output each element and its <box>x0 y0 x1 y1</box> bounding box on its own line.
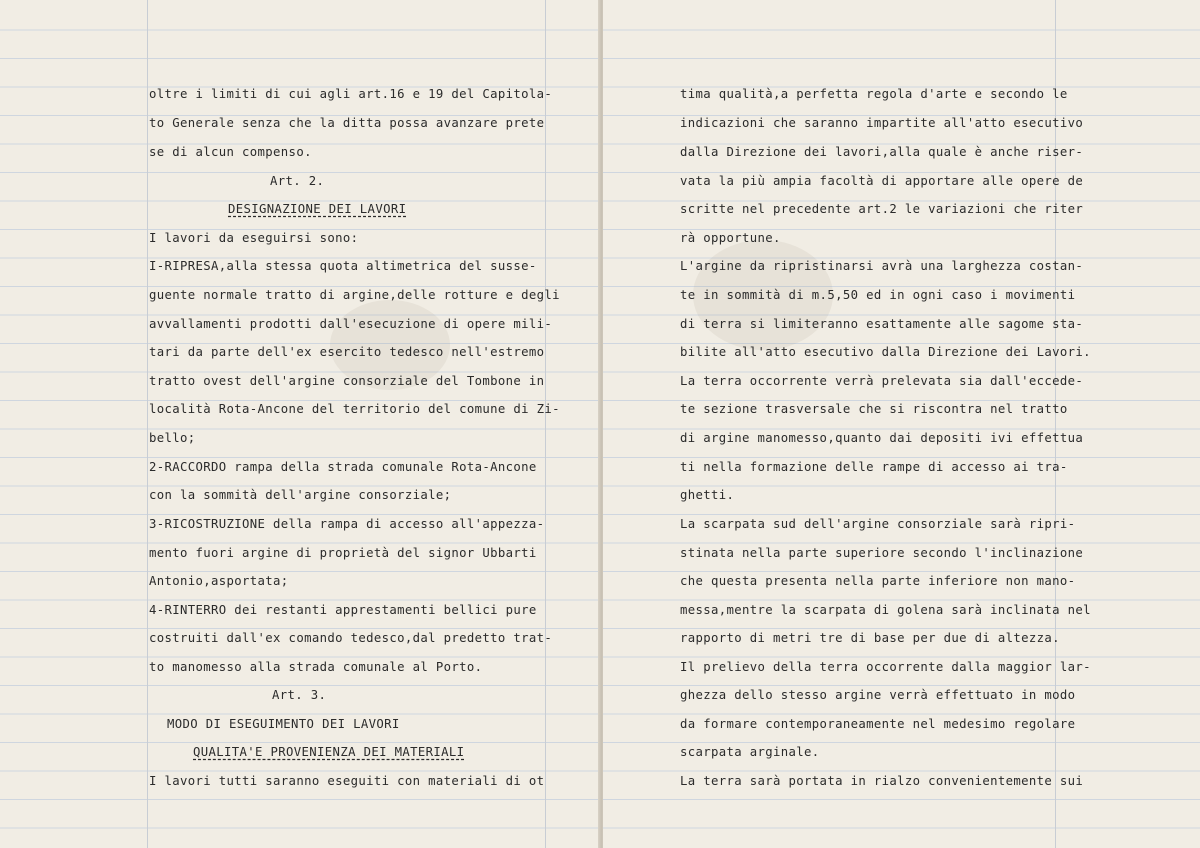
text-line: indicazioni che saranno impartite all'atto esecutivo <box>680 116 1084 130</box>
text-line: con la sommità dell'argine consorziale; <box>149 488 452 502</box>
text-line: tratto ovest dell'argine consorziale del Tombone in <box>149 374 545 388</box>
section-heading: QUALITA'E PROVENIENZA DEI MATERIALI <box>193 745 465 759</box>
text-line: ghezza dello stesso argine verrà effettuato in modo <box>680 688 1076 702</box>
text-line: to manomesso alla strada comunale al Porto. <box>149 660 483 674</box>
text-line: mento fuori argine di proprietà del signor Ubbarti <box>149 546 537 560</box>
text-line: La terra sarà portata in rialzo convenientemente sui <box>680 774 1084 788</box>
text-line: La terra occorrente verrà prelevata sia dall'eccede- <box>680 374 1084 388</box>
text-line: stinata nella parte superiore secondo l'inclinazione <box>680 546 1084 560</box>
text-line: costruiti dall'ex comando tedesco,dal predetto trat- <box>149 631 553 645</box>
text-line: messa,mentre la scarpata di golena sarà inclinata nel <box>680 603 1091 617</box>
text-line: rà opportune. <box>680 231 781 245</box>
text-line: località Rota-Ancone del territorio del comune di Zi- <box>149 402 560 416</box>
text-line: te in sommità di m.5,50 ed in ogni caso i movimenti <box>680 288 1076 302</box>
text-line: 2-RACCORDO rampa della strada comunale Rota-Ancone <box>149 460 537 474</box>
text-line: dalla Direzione dei lavori,alla quale è anche riser- <box>680 145 1084 159</box>
text-line: te sezione trasversale che si riscontra nel tratto <box>680 402 1068 416</box>
section-heading: MODO DI ESEGUIMENTO DEI LAVORI <box>167 717 400 731</box>
text-line: di terra si limiteranno esattamente alle sagome sta- <box>680 317 1084 331</box>
text-line: ghetti. <box>680 488 735 502</box>
text-line: vata la più ampia facoltà di apportare alle opere de <box>680 174 1084 188</box>
text-line: 3-RICOSTRUZIONE della rampa di accesso all'appezza- <box>149 517 545 531</box>
margin-rule-right <box>545 0 546 848</box>
text-line: tima qualità,a perfetta regola d'arte e secondo le <box>680 87 1068 101</box>
text-line: bilite all'atto esecutivo dalla Direzione dei Lavori. <box>680 345 1091 359</box>
text-line: rapporto di metri tre di base per due di altezza. <box>680 631 1060 645</box>
text-line: scarpata arginale. <box>680 745 820 759</box>
text-line: se di alcun compenso. <box>149 145 312 159</box>
text-line: La scarpata sud dell'argine consorziale sarà ripri- <box>680 517 1076 531</box>
text-line: di argine manomesso,quanto dai depositi ivi effettua <box>680 431 1084 445</box>
right-page <box>603 0 1200 848</box>
text-line: guente normale tratto di argine,delle rotture e degli <box>149 288 560 302</box>
text-line: tari da parte dell'ex esercito tedesco nell'estremo <box>149 345 545 359</box>
section-heading: DESIGNAZIONE DEI LAVORI <box>228 202 407 216</box>
margin-rule <box>147 0 148 848</box>
text-line: L'argine da ripristinarsi avrà una larghezza costan- <box>680 259 1084 273</box>
text-line: I lavori da eseguirsi sono: <box>149 231 359 245</box>
article-heading: Art. 2. <box>270 174 325 188</box>
text-line: Il prelievo della terra occorrente dalla maggior lar- <box>680 660 1091 674</box>
text-line: Antonio,asportata; <box>149 574 289 588</box>
text-line: I-RIPRESA,alla stessa quota altimetrica del susse- <box>149 259 537 273</box>
text-line: da formare contemporaneamente nel medesimo regolare <box>680 717 1076 731</box>
text-line: to Generale senza che la ditta possa avanzare prete <box>149 116 545 130</box>
text-line: scritte nel precedente art.2 le variazioni che riter <box>680 202 1084 216</box>
text-line: bello; <box>149 431 196 445</box>
text-line: 4-RINTERRO dei restanti apprestamenti bellici pure <box>149 603 537 617</box>
text-line: ti nella formazione delle rampe di accesso ai tra- <box>680 460 1068 474</box>
text-line: avvallamenti prodotti dall'esecuzione di opere mili- <box>149 317 553 331</box>
article-heading: Art. 3. <box>272 688 327 702</box>
text-line: oltre i limiti di cui agli art.16 e 19 del Capitola- <box>149 87 553 101</box>
text-line: I lavori tutti saranno eseguiti con materiali di ot <box>149 774 545 788</box>
text-line: che questa presenta nella parte inferiore non mano- <box>680 574 1076 588</box>
